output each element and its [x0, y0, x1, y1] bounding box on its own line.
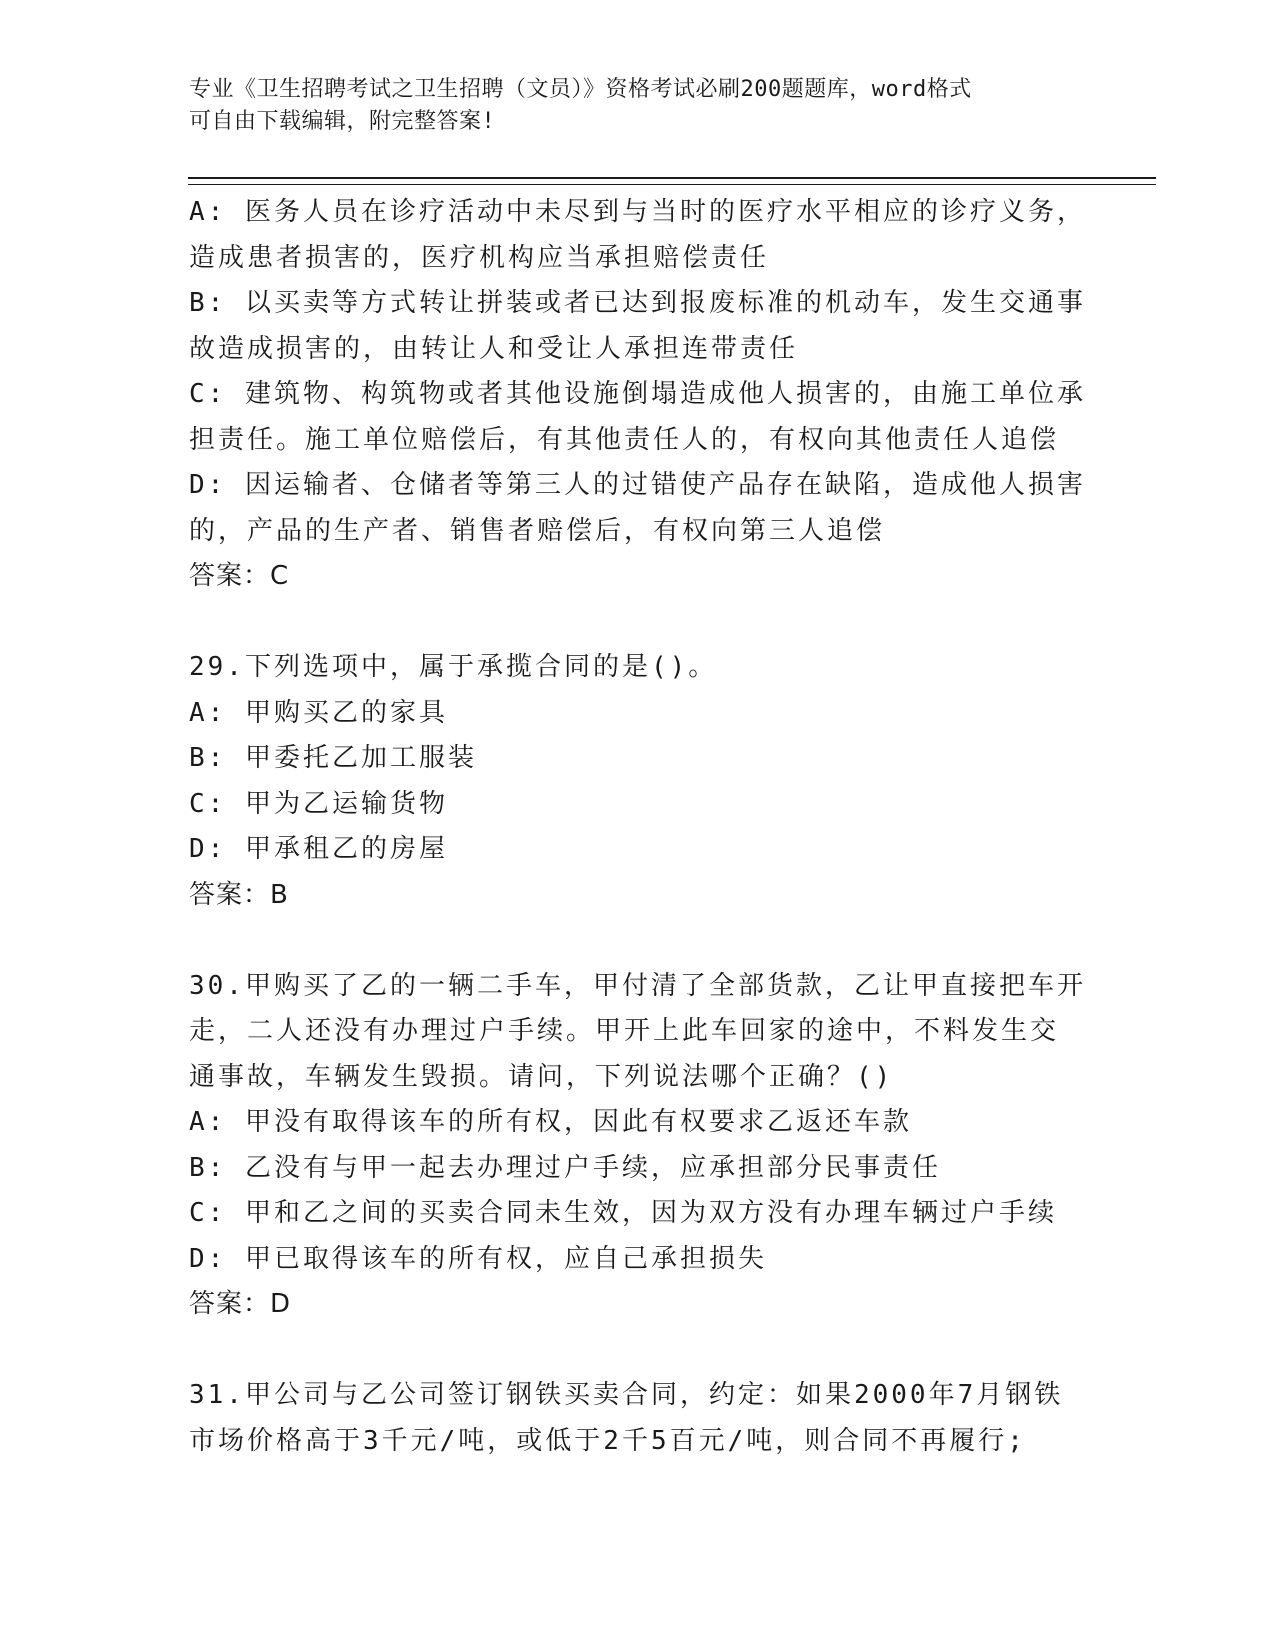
- q28-option-b-line-2: 故造成损害的，由转让人和受让人承担连带责任: [189, 333, 799, 364]
- q28-option-a-line-2: 造成患者损害的，医疗机构应当承担赔偿责任: [189, 242, 770, 273]
- q28-option-b-line-1: B: 以买卖等方式转让拼装或者已达到报废标准的机动车，发生交通事: [189, 288, 1086, 318]
- q28-option-d-line-2: 的，产品的生产者、销售者赔偿后，有权向第三人追偿: [189, 515, 886, 546]
- question-31: [189, 1373, 1089, 1464]
- question-28: [189, 190, 1089, 600]
- header-divider-thick: [188, 177, 1156, 179]
- header-title-line-2: 可自由下载编辑，附完整答案!: [189, 109, 496, 134]
- header-divider-thin: [188, 184, 1156, 185]
- q30-stem-line-2: 走，二人还没有办理过户手续。甲开上此车回家的途中，不料发生交: [189, 1016, 1060, 1046]
- q28-option-d-line-1: D: 因运输者、仓储者等第三人的过错使产品存在缺陷，造成他人损害: [189, 470, 1086, 500]
- question-29: [189, 645, 1089, 918]
- q30-option-d: D: 甲已取得该车的所有权，应自己承担损失: [189, 1243, 767, 1274]
- q30-option-c: C: 甲和乙之间的买卖合同未生效，因为双方没有办理车辆过户手续: [189, 1198, 1057, 1228]
- q31-stem-line-2: 市场价格高于3千元/吨，或低于2千5百元/吨，则合同不再履行;: [189, 1425, 1026, 1456]
- question-30: [189, 964, 1089, 1328]
- q30-stem-line-1: 30.甲购买了乙的一辆二手车，甲付清了全部货款，乙让甲直接把车开: [189, 970, 1086, 1001]
- q30-stem-line-3: 通事故，车辆发生毁损。请问，下列说法哪个正确？(): [189, 1061, 894, 1092]
- q30-option-b: B: 乙没有与甲一起去办理过户手续，应承担部分民事责任: [189, 1152, 941, 1183]
- q29-answer: 答案：B: [189, 879, 289, 910]
- q29-stem: 29.下列选项中，属于承揽合同的是()。: [189, 652, 718, 682]
- q29-option-b: B: 甲委托乙加工服装: [189, 743, 477, 773]
- spacer: [189, 600, 1089, 646]
- q28-option-a-line-1: A: 医务人员在诊疗活动中未尽到与当时的医疗水平相应的诊疗义务，: [189, 197, 1086, 227]
- q29-option-a: A: 甲购买乙的家具: [189, 697, 448, 728]
- question-content: [189, 190, 1089, 1464]
- header-title-line-1: 专业《卫生招聘考试之卫生招聘（文员）》资格考试必刷200题题库，word格式: [189, 77, 972, 102]
- q29-option-d: D: 甲承租乙的房屋: [189, 834, 448, 864]
- q30-answer: 答案：D: [189, 1289, 292, 1319]
- spacer: [189, 1328, 1089, 1374]
- document-header: [189, 74, 1089, 138]
- q28-option-c-line-2: 担责任。施工单位赔偿后，有其他责任人的，有权向其他责任人追偿: [189, 424, 1060, 455]
- q31-stem-line-1: 31.甲公司与乙公司签订钢铁买卖合同，约定：如果2000年7月钢铁: [189, 1380, 1064, 1410]
- q29-option-c: C: 甲为乙运输货物: [189, 788, 448, 819]
- q28-answer: 答案：C: [189, 561, 290, 591]
- spacer: [189, 918, 1089, 964]
- q28-option-c-line-1: C: 建筑物、构筑物或者其他设施倒塌造成他人损害的，由施工单位承: [189, 379, 1086, 409]
- q30-option-a: A: 甲没有取得该车的所有权，因此有权要求乙返还车款: [189, 1107, 912, 1137]
